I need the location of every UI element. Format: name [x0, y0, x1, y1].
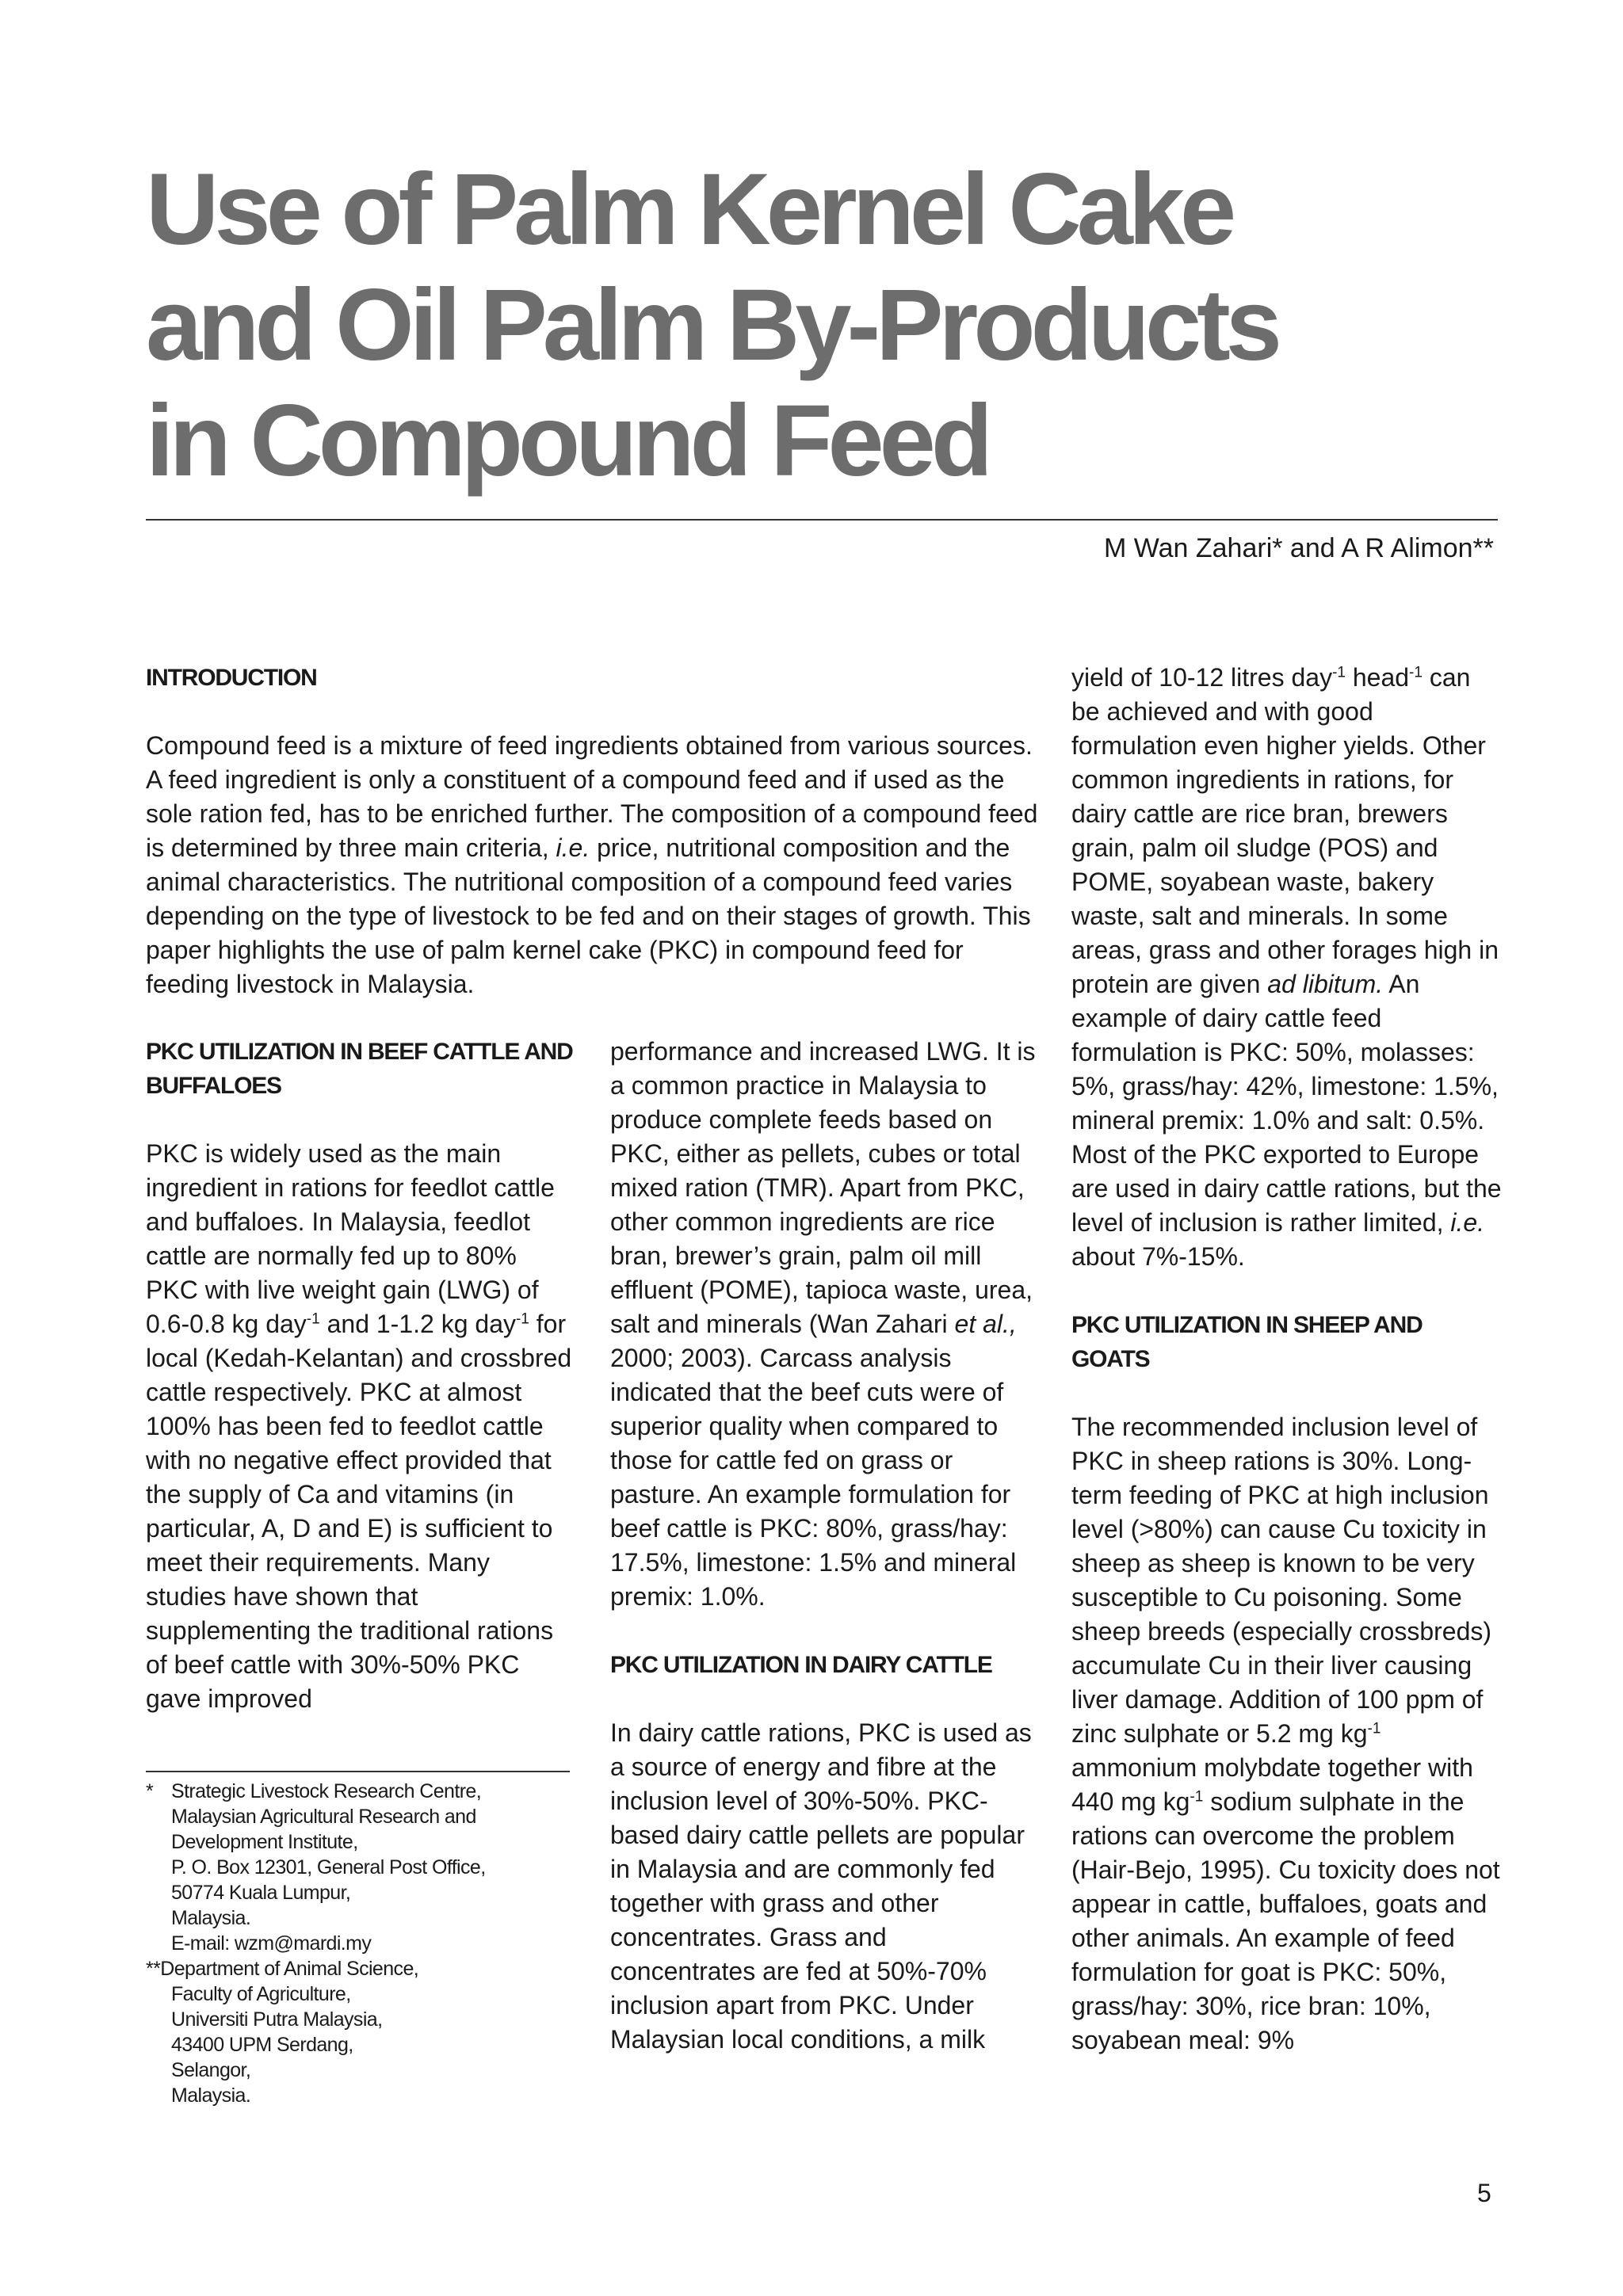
paragraph: The recommended inclusion level of PKC in sheep rations is 30%. Long-term feeding of PKC at high inclusion level (>80%) can cause Cu toxicity in sheep as sheep is known to be very susceptible to Cu poisoning. Some sheep breeds (especially crossbreds) accumulate Cu in their liver causing liver damage. Addition of 100 ppm of zinc sulphate or 5.2 mg $kg^{-1}$ ammonium molybdate together with 440 mg $kg^{-1}$ sodium sulphate in the rations can overcome the problem (Hair-Bejo, 1995). Cu toxicity does not appear in cattle, buffaloes, goats and other animals. An example of feed formulation for goat is PKC: 50%, grass/hay: 30%, rice bran: 10%, soyabean meal: 9%: [1071, 1413, 1500, 2054]
page-number: 5: [1477, 2179, 1491, 2207]
email: E-mail: wzm@mardi.my: [171, 1932, 372, 1955]
title-line: and Oil Palm By-Products: [146, 269, 1277, 382]
title-rule: [146, 519, 1498, 521]
footnote-rule: [146, 1771, 570, 1772]
paragraph: performance and increased LWG. It is a common practice in Malaysia to produce complete feeds based on PKC, either as pellets, cubes or total mixed ration (TMR). Apart from PKC, other common ingredients are rice bran, brewer’s grain, palm oil mill effluent (POME), tapioca waste, urea, salt and minerals (Wan Zahari et al., 2000; 2003). Carcass analysis indicated that the beef cuts were of superior quality when compared to those for cattle fed on grass or pasture. An example formulation for beef cattle is PKC: 80%, grass/hay: 17.5%, limestone: 1.5% and mineral premix: 1.0%.: [610, 1037, 1036, 1611]
section-heading: PKC UTILIZATION IN SHEEP AND GOATS: [1071, 1312, 1423, 1372]
paragraph: yield of 10-12 litres day$^{-1}$ head$^{-1}$ can be achieved and with good formulation even higher yields. Other common ingredients in rations, for dairy cattle are rice bran, brewers grain, palm oil sludge (POS) and POME, soyabean waste, bakery waste, salt and minerals. In some areas, grass and other forages high in protein are given ad libitum. An example of dairy cattle feed formulation is PKC: 50%, molasses: 5%, grass/hay: 42%, limestone: 1.5%, mineral premix: 1.0% and salt: 0.5%. Most of the PKC exported to Europe are used in dairy cattle rations, but the level of inclusion is rather limited, i.e. about 7%-15%.: [1071, 663, 1502, 1271]
section-heading: PKC UTILIZATION IN BEEF CATTLE AND BUFFALOES: [146, 1039, 573, 1099]
paper-title: [146, 152, 1277, 499]
section-heading: PKC UTILIZATION IN DAIRY CATTLE: [610, 1652, 992, 1678]
beef-section: [146, 1035, 574, 1716]
authors: M Wan Zahari* and A R Alimon**: [1104, 533, 1494, 563]
footnote-affiliation-2: **Department of Animal Science, Faculty of Agriculture, Universiti Putra Malaysia, 43400 UPM Serdang, Selangor, Malaysia.: [146, 1958, 419, 2107]
paragraph: PKC is widely used as the main ingredient in rations for feedlot cattle and buffaloes. In Malaysia, feedlot cattle are normally fed up to 80% PKC with live weight gain (LWG) of 0.6-0.8 kg day$^{-1}$ and 1-1.2 kg day$^{-1}$ for local (Kedah-Kelantan) and crossbred cattle respectively. PKC at almost 100% has been fed to feedlot cattle with no negative effect provided that the supply of Ca and vitamins (in particular, A, D and E) is sufficient to meet their requirements. Many studies have shown that supplementing the traditional rations of beef cattle with 30%-50% PKC gave improved: [146, 1139, 572, 1713]
section-heading: INTRODUCTION: [146, 665, 317, 691]
title-line: Use of Palm Kernel Cake: [146, 153, 1232, 266]
footnote-affiliation-1: * Strategic Livestock Research Centre, Malaysian Agricultural Research and Development Institute, P. O. Box 12301, General Post Office, 50774 Kuala Lumpur, Malaysia. E-mail: wzm@mardi.my: [146, 1779, 574, 1956]
right-column: [1071, 661, 1503, 2058]
middle-column: [610, 1035, 1038, 2057]
footnotes: [146, 1779, 574, 2108]
paragraph: Compound feed is a mixture of feed ingredients obtained from various sources. A feed ingredient is only a constituent of a compound feed and if used as the sole ration fed, has to be enriched further. The composition of a compound feed is determined by three main criteria, i.e. price, nutritional composition and the animal characteristics. The nutritional composition of a compound feed varies depending on the type of livestock to be fed and on their stages of growth. This paper highlights the use of palm kernel cake (PKC) in compound feed for feeding livestock in Malaysia.: [146, 731, 1038, 998]
title-line: in Compound Feed: [146, 384, 988, 498]
introduction-section: [146, 661, 1041, 1001]
paragraph: In dairy cattle rations, PKC is used as a source of energy and fibre at the inclusion level of 30%-50%. PKC-based dairy cattle pellets are popular in Malaysia and are commonly fed together with grass and other concentrates. Grass and concentrates are fed at 50%-70% inclusion apart from PKC. Under Malaysian local conditions, a milk: [610, 1718, 1032, 2054]
